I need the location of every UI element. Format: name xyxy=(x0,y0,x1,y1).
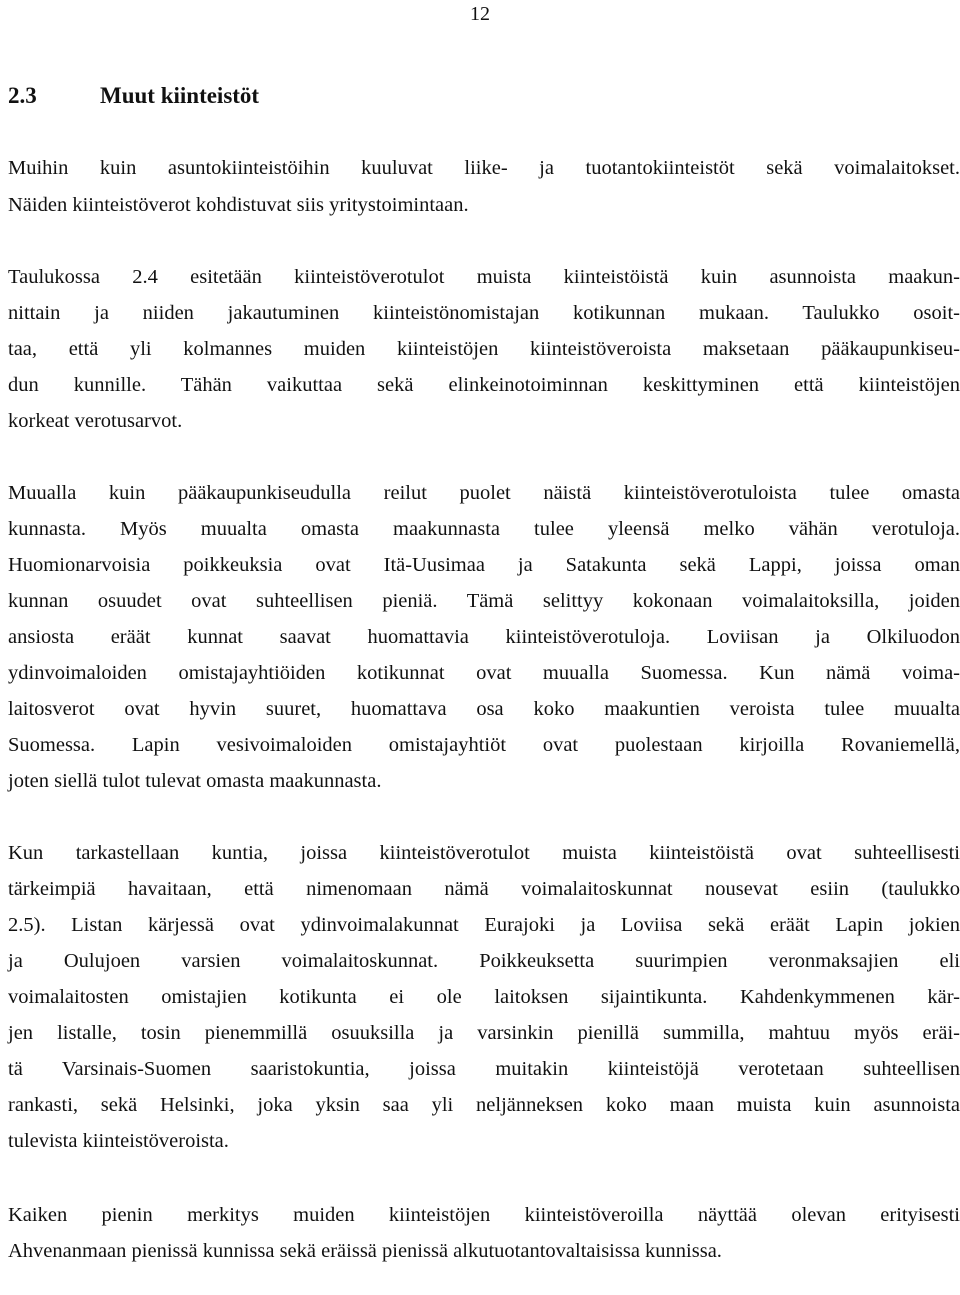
text-line: taa, että yli kolmannes muiden kiinteistöjen kiinteistöveroista maksetaan pääkaupunkiseu- xyxy=(8,338,960,360)
text-line: Taulukossa 2.4 esitetään kiinteistöverotulot muista kiinteistöistä kuin asunnoista maakun- xyxy=(8,266,960,288)
section-title: Muut kiinteistöt xyxy=(100,83,260,108)
text-line: Kaiken pienin merkitys muiden kiinteistöjen kiinteistöveroilla näyttää olevan erityisesti xyxy=(8,1204,960,1226)
text-line: ja Oulujoen varsien voimalaitoskunnat. Poikkeuksetta suurimpien veronmaksajien eli xyxy=(8,950,960,972)
text-line: Muihin kuin asuntokiinteistöihin kuuluvat liike- ja tuotantokiinteistöt sekä voimalaitokset. xyxy=(8,157,960,179)
text-line: tärkeimpiä havaitaan, että nimenomaan nämä voimalaitoskunnat nousevat esiin (taulukko xyxy=(8,878,960,900)
text-line: jen listalle, tosin pienemmillä osuuksilla ja varsinkin pienillä summilla, mahtuu myös eräi- xyxy=(8,1022,960,1044)
text-line: Suomessa. Lapin vesivoimaloiden omistajayhtiöt ovat puolestaan kirjoilla Rovaniemellä, xyxy=(8,734,960,756)
text-line: joten siellä tulot tulevat omasta maakunnasta. xyxy=(8,770,382,792)
text-line: Huomionarvoisia poikkeuksia ovat Itä-Uusimaa ja Satakunta sekä Lappi, joissa oman xyxy=(8,554,960,576)
text-line: Kun tarkastellaan kuntia, joissa kiinteistöverotulot muista kiinteistöistä ovat suhteellisesti xyxy=(8,842,960,864)
text-line: korkeat verotusarvot. xyxy=(8,410,183,432)
text-line: rankasti, sekä Helsinki, joka yksin saa yli neljänneksen koko maan muista kuin asunnoista xyxy=(8,1094,960,1116)
text-line: laitosverot ovat hyvin suuret, huomattava osa koko maakuntien veroista tulee muualta xyxy=(8,698,960,720)
text-line: kunnan osuudet ovat suhteellisen pieniä. Tämä selittyy kokonaan voimalaitoksilla, joiden xyxy=(8,590,960,612)
text-line: 2.5). Listan kärjessä ovat ydinvoimalakunnat Eurajoki ja Loviisa sekä eräät Lapin jokien xyxy=(8,914,960,936)
section-heading xyxy=(8,82,259,110)
page-number: 12 xyxy=(470,3,490,25)
text-line: voimalaitosten omistajien kotikunta ei ole laitoksen sijaintikunta. Kahdenkymmenen kär- xyxy=(8,986,960,1008)
text-line: ansiosta eräät kunnat saavat huomattavia kiinteistöverotuloja. Loviisan ja Olkiluodon xyxy=(8,626,960,648)
text-line: Näiden kiinteistöverot kohdistuvat siis yritystoimintaan. xyxy=(8,194,469,216)
section-number: 2.3 xyxy=(8,83,37,108)
text-line: ydinvoimaloiden omistajayhtiöiden kotikunnat ovat muualla Suomessa. Kun nämä voima- xyxy=(8,662,960,684)
text-line: tulevista kiinteistöveroista. xyxy=(8,1130,229,1152)
text-line: nittain ja niiden jakautuminen kiinteistönomistajan kotikunnan mukaan. Taulukko osoit- xyxy=(8,302,960,324)
text-line: Muualla kuin pääkaupunkiseudulla reilut puolet näistä kiinteistöverotuloista tulee omasta xyxy=(8,482,960,504)
text-line: kunnasta. Myös muualta omasta maakunnasta tulee yleensä melko vähän verotuloja. xyxy=(8,518,960,540)
text-line: Ahvenanmaan pienissä kunnissa sekä eräissä pienissä alkutuotantovaltaisissa kunnissa. xyxy=(8,1240,722,1262)
text-line: tä Varsinais-Suomen saaristokuntia, joissa muitakin kiinteistöjä verotetaan suhteellisen xyxy=(8,1058,960,1080)
text-line: dun kunnille. Tähän vaikuttaa sekä elinkeinotoiminnan keskittyminen että kiinteistöjen xyxy=(8,374,960,396)
